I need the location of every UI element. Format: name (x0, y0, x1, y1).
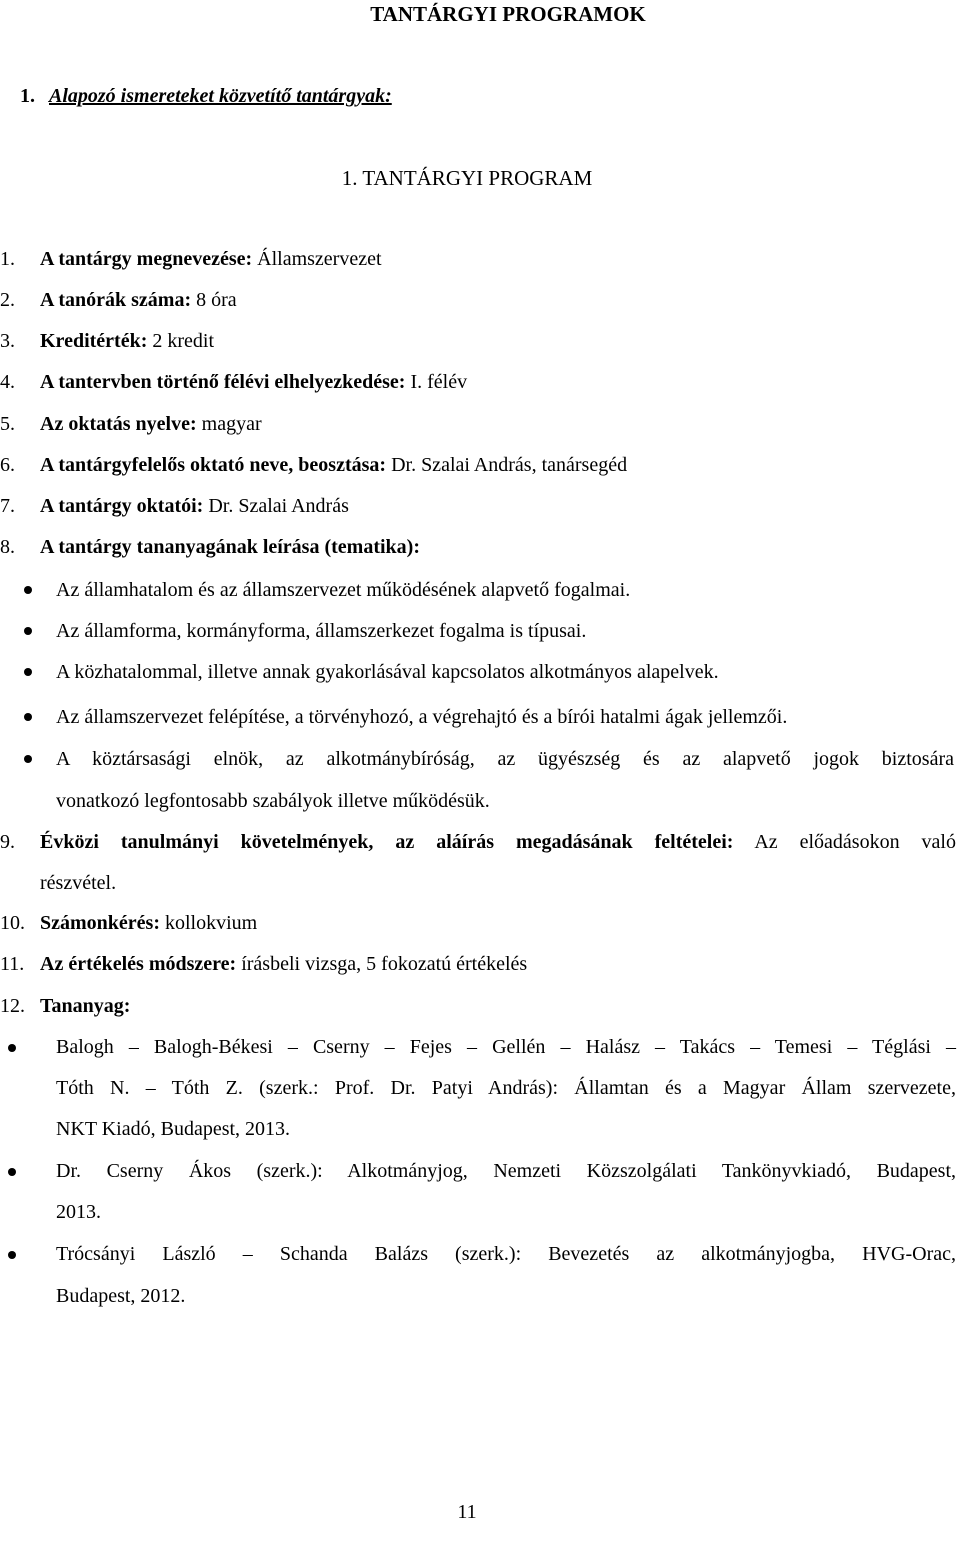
section-title: Alapozó ismereteket közvetítő tantárgyak: (49, 85, 392, 107)
tematika-text: Az államhatalom és az államszervezet működésének alapvető fogalmai. (56, 579, 631, 601)
tananyag-line: Dr. Cserny Ákos (szerk.): Alkotmányjog, Nemzeti Közszolgálati Tankönyvkiadó, Budapest, (56, 1160, 956, 1182)
item-number: 5. (0, 413, 15, 435)
item-number: 11. (0, 953, 25, 975)
item-value: magyar (196, 413, 262, 435)
item-value: írásbeli vizsga, 5 fokozatú értékelés (236, 953, 528, 975)
item-value: Az előadásokon való (733, 831, 956, 853)
tananyag-line: Tóth N. – Tóth Z. (szerk.: Prof. Dr. Patyi András): Államtan és a Magyar Állam szervezete, (56, 1077, 956, 1099)
item-number: 3. (0, 330, 15, 352)
item-value: Dr. Szalai András, tanársegéd (386, 454, 628, 476)
item-value: Államszervezet (252, 248, 382, 270)
tananyag-line: Trócsányi László – Schanda Balázs (szerk.): Bevezetés az alkotmányjogba, HVG-Orac, (56, 1243, 956, 1265)
item-label: Az oktatás nyelve: (40, 413, 197, 435)
item-value: 2 kredit (147, 330, 215, 352)
item-label: Tananyag: (40, 995, 131, 1017)
item-label: A tantárgy tananyagának leírása (tematika): (40, 536, 420, 558)
item-number: 12. (0, 995, 25, 1017)
bullet-icon (24, 755, 32, 763)
tananyag-line: NKT Kiadó, Budapest, 2013. (56, 1118, 291, 1140)
bullet-icon (24, 627, 32, 635)
tematika-text-continued: vonatkozó legfontosabb szabályok illetve működésük. (56, 790, 490, 812)
list-item (0, 453, 627, 477)
item-label: A tantárgyfelelős oktató neve, beosztása: (40, 454, 387, 476)
item-label: A tanórák száma: (40, 289, 192, 311)
list-item (0, 830, 956, 854)
list-item (0, 370, 467, 394)
tananyag-line: 2013. (56, 1201, 101, 1223)
list-item (0, 247, 382, 271)
section-number: 1. (20, 85, 35, 107)
tananyag-line: Balogh – Balogh-Békesi – Cserny – Fejes – Gellén – Halász – Takács – Temesi – Téglási – (56, 1036, 956, 1058)
item-label: Számonkérés: (40, 912, 160, 934)
list-item (0, 535, 420, 559)
list-item (0, 288, 237, 312)
bullet-icon (8, 1168, 16, 1176)
bullet-icon (8, 1044, 16, 1052)
item-number: 7. (0, 495, 15, 517)
tematika-text: Az államforma, kormányforma, államszerkezet fogalma is típusai. (56, 620, 587, 642)
tematika-text: A közhatalommal, illetve annak gyakorlásával kapcsolatos alkotmányos alapelvek. (56, 661, 719, 683)
list-item (0, 952, 527, 976)
list-item (0, 329, 214, 353)
list-item (0, 994, 130, 1018)
bullet-icon (24, 668, 32, 676)
item-label: Kreditérték: (40, 330, 148, 352)
bullet-icon (8, 1251, 16, 1259)
item-number: 6. (0, 454, 15, 476)
item-label: A tantárgy megnevezése: (40, 248, 253, 270)
page-title: TANTÁRGYI PROGRAMOK (370, 2, 646, 26)
item-label: Évközi tanulmányi követelmények, az aláírás megadásának feltételei: (40, 831, 734, 853)
list-item (0, 911, 257, 935)
program-title: 1. TANTÁRGYI PROGRAM (341, 166, 593, 190)
item-value: 8 óra (191, 289, 237, 311)
list-item (0, 494, 349, 518)
bullet-icon (24, 713, 32, 721)
bullet-icon (24, 586, 32, 594)
tematika-text: A köztársasági elnök, az alkotmánybíróság, az ügyészség és az alapvető jogok biztosára (56, 748, 954, 770)
item-number: 8. (0, 536, 15, 558)
item-number: 9. (0, 831, 15, 853)
item-number: 4. (0, 371, 15, 393)
item-number: 1. (0, 248, 15, 270)
item-label: Az értékelés módszere: (40, 953, 237, 975)
item-value: kollokvium (159, 912, 258, 934)
list-item (0, 412, 262, 436)
item-value: Dr. Szalai András (203, 495, 349, 517)
item-value: I. félév (405, 371, 468, 393)
page-number: 11 (457, 1501, 477, 1523)
item-number: 10. (0, 912, 25, 934)
item-label: A tantervben történő félévi elhelyezkedése: (40, 371, 406, 393)
item-value-continued: részvétel. (40, 872, 117, 894)
tematika-text: Az államszervezet felépítése, a törvényhozó, a végrehajtó és a bírói hatalmi ágak jellemzői. (56, 706, 788, 728)
item-number: 2. (0, 289, 15, 311)
item-label: A tantárgy oktatói: (40, 495, 204, 517)
section-heading (20, 84, 392, 108)
tananyag-line: Budapest, 2012. (56, 1285, 186, 1307)
